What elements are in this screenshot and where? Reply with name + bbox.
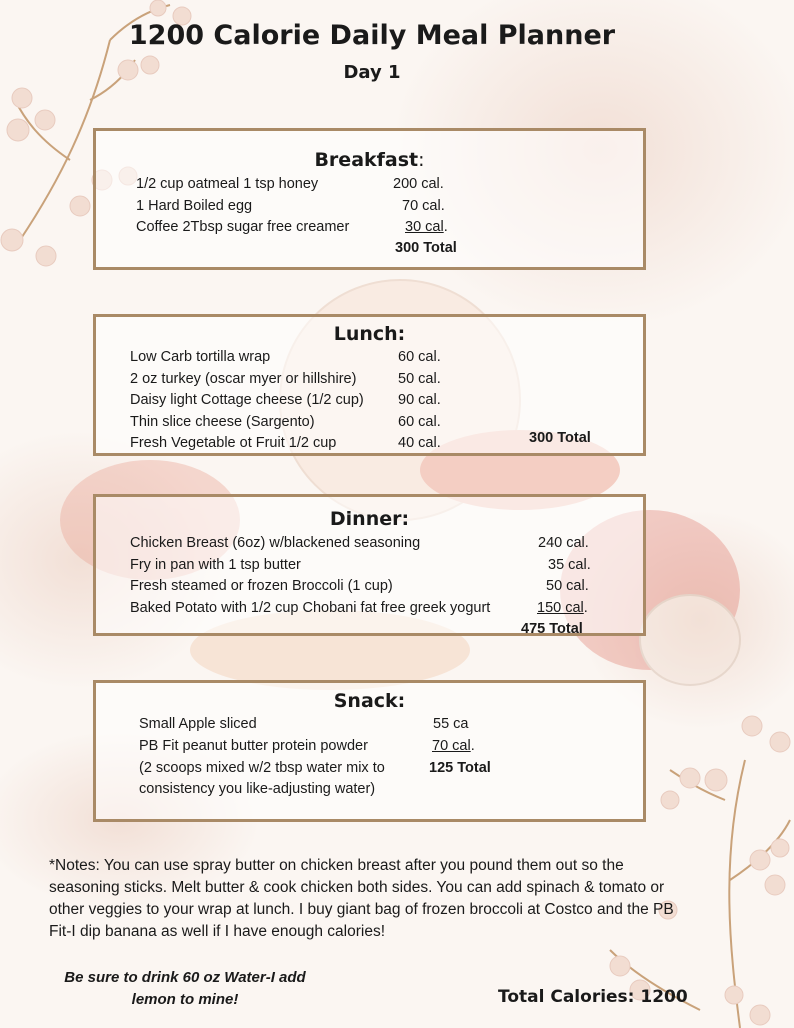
dinner-item-food: Baked Potato with 1/2 cup Chobani fat free greek yogurt	[130, 600, 491, 616]
dinner-total: 475 Total	[521, 621, 583, 637]
dinner-item-food: Fry in pan with 1 tsp butter	[130, 557, 301, 573]
lunch-item-food: Fresh Vegetable ot Fruit 1/2 cup	[130, 435, 337, 451]
lunch-item-cal: 90 cal.	[398, 392, 441, 408]
dinner-item-cal: 240 cal.	[538, 535, 589, 551]
lunch-item-cal: 40 cal.	[398, 435, 441, 451]
snack-item-cal: 70 cal.	[432, 738, 475, 754]
lunch-item-food: 2 oz turkey (oscar myer or hillshire)	[130, 371, 357, 387]
breakfast-item-cal: 70 cal.	[402, 198, 445, 214]
breakfast-heading: Breakfast:	[314, 149, 425, 171]
lunch-heading: Lunch:	[333, 323, 406, 345]
lunch-item-cal: 60 cal.	[398, 349, 441, 365]
notes-paragraph: *Notes: You can use spray butter on chicken breast after you pound them out so the seasoning sticks. Melt butter & cook chicken both sides. You can add spinach & tomato or other veggies to your wrap at lunch. I buy giant bag of frozen broccoli at Costco and the PB Fit-I dip banana as well if I have enough calories!	[49, 857, 674, 940]
snack-item-food: (2 scoops mixed w/2 tbsp water mix to	[139, 760, 385, 776]
breakfast-item-cal: 200 cal.	[393, 176, 444, 192]
day-label: Day 1	[343, 62, 401, 83]
lunch-item-food: Low Carb tortilla wrap	[130, 349, 271, 365]
breakfast-item-food: Coffee 2Tbsp sugar free creamer	[136, 219, 350, 235]
dinner-item-cal: 150 cal.	[537, 600, 588, 616]
water-reminder: Be sure to drink 60 oz Water-I add lemon to mine!	[64, 969, 306, 1008]
lunch-item-food: Daisy light Cottage cheese (1/2 cup)	[130, 392, 364, 408]
breakfast-box	[93, 128, 646, 270]
snack-item-food: Small Apple sliced	[139, 716, 257, 732]
lunch-item-cal: 60 cal.	[398, 414, 441, 430]
page-title: 1200 Calorie Daily Meal Planner	[128, 20, 616, 51]
dinner-heading: Dinner:	[329, 508, 410, 530]
dinner-item-food: Fresh steamed or frozen Broccoli (1 cup)	[130, 578, 393, 594]
snack-total: 125 Total	[429, 760, 491, 776]
dinner-item-cal: 35 cal.	[548, 557, 591, 573]
snack-box	[93, 680, 646, 822]
snack-heading: Snack:	[333, 690, 406, 712]
lunch-total: 300 Total	[529, 430, 591, 446]
breakfast-item-cal: 30 cal.	[405, 219, 448, 235]
total-calories: Total Calories: 1200	[498, 987, 688, 1007]
dinner-item-food: Chicken Breast (6oz) w/blackened seasoning	[130, 535, 421, 551]
dinner-item-cal: 50 cal.	[546, 578, 589, 594]
lunch-item-food: Thin slice cheese (Sargento)	[130, 414, 315, 430]
breakfast-item-food: 1/2 cup oatmeal 1 tsp honey	[136, 176, 319, 192]
snack-item-food: consistency you like-adjusting water)	[139, 781, 376, 797]
snack-item-food: PB Fit peanut butter protein powder	[139, 738, 368, 754]
lunch-box	[93, 314, 646, 456]
snack-item-cal: 55 ca	[433, 716, 469, 732]
lunch-item-cal: 50 cal.	[398, 371, 441, 387]
breakfast-item-food: 1 Hard Boiled egg	[136, 198, 253, 214]
dinner-box	[93, 494, 646, 636]
breakfast-total: 300 Total	[395, 240, 457, 256]
